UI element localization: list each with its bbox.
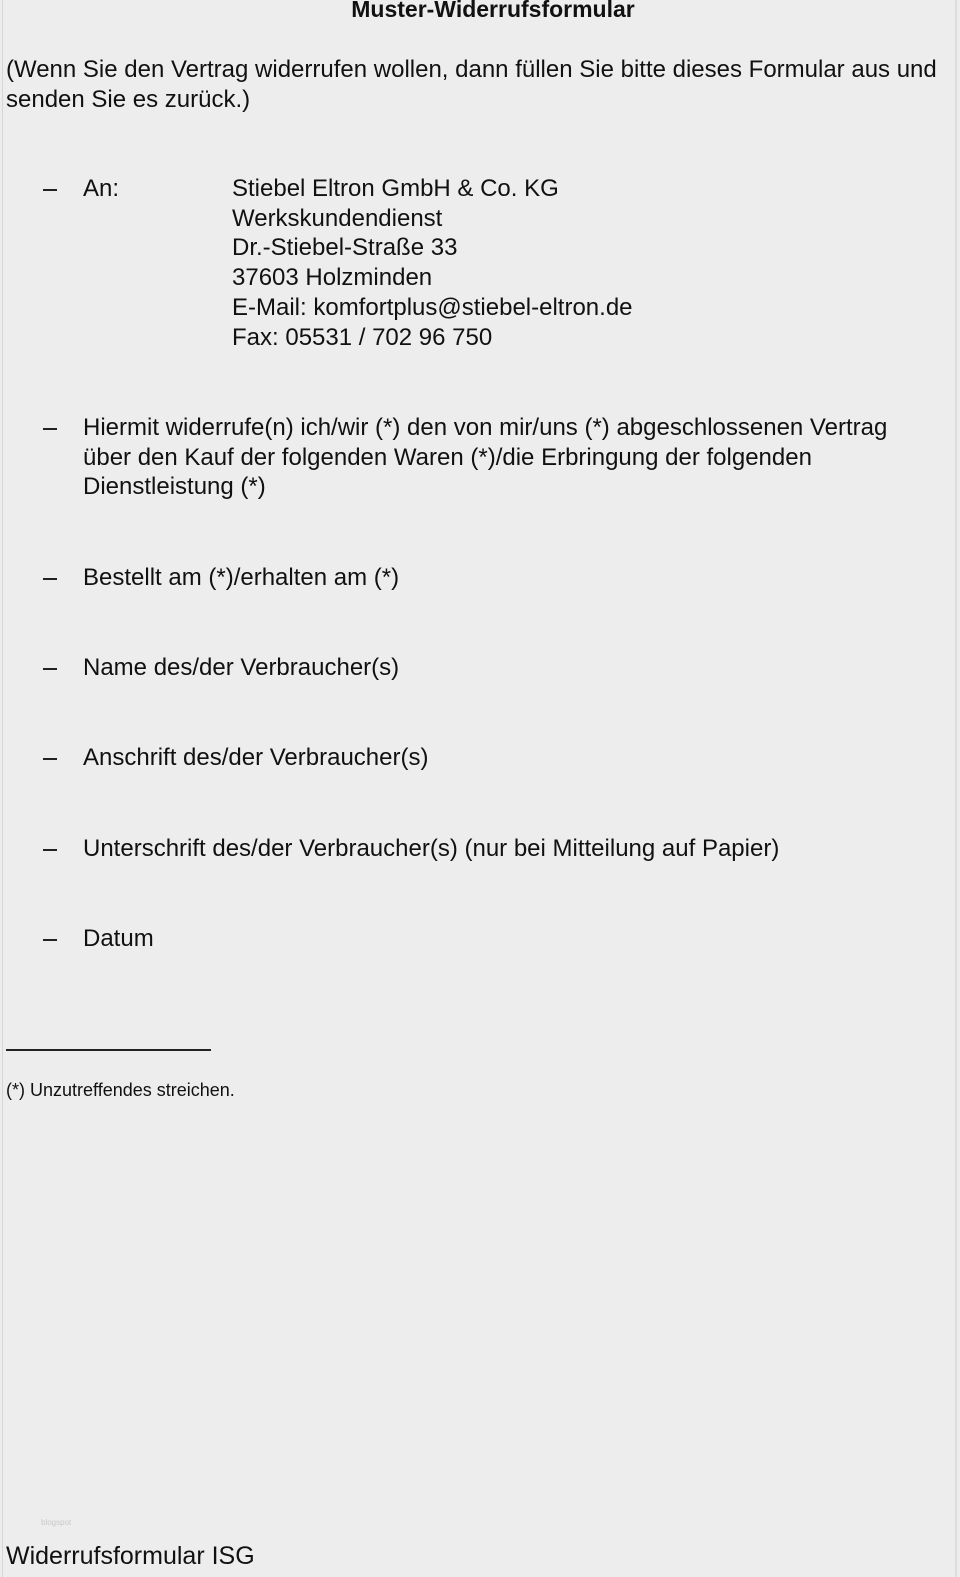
list-item-ordered-date: Bestellt am (*)/erhalten am (*) (83, 564, 400, 591)
address-email: E-Mail: komfortplus@stiebel-eltron.de (232, 293, 633, 321)
address-fax: Fax: 05531 / 702 96 750 (232, 323, 493, 351)
address-line: 37603 Holzminden (232, 264, 433, 292)
dash-bullet (43, 668, 57, 670)
dash-bullet (43, 428, 57, 430)
list-item-signature: Unterschrift des/der Verbraucher(s) (nur bei Mitteilung auf Papier) (83, 835, 780, 862)
item-line: Hiermit widerrufe(n) ich/wir (*) den von mir/uns (*) abgeschlossenen Vertrag (83, 414, 888, 441)
dash-bullet (43, 578, 57, 580)
address-line: Stiebel Eltron GmbH & Co. KG (232, 175, 559, 202)
list-item-declaration (83, 413, 887, 502)
footnote-divider (6, 1049, 211, 1051)
address-line: Werkskundendienst (232, 204, 443, 232)
item-line: über den Kauf der folgenden Waren (*)/die Erbringung der folgenden (83, 443, 812, 471)
document-title: Muster-Widerrufsformular (351, 0, 635, 22)
document-page (2, 0, 957, 1577)
list-item-consumer-address: Anschrift des/der Verbraucher(s) (83, 744, 429, 771)
list-item-consumer-name: Name des/der Verbraucher(s) (83, 654, 400, 681)
list-item-date: Datum (83, 925, 154, 952)
intro-text: (Wenn Sie den Vertrag widerrufen wollen, dann füllen Sie bitte dieses Formular aus und senden Sie es zurück.) (6, 56, 937, 113)
dash-bullet (43, 939, 57, 941)
item-line: Dienstleistung (*) (83, 473, 266, 500)
watermark: blogspot (41, 1518, 72, 1527)
dash-bullet (43, 189, 57, 191)
recipient-address (232, 174, 633, 352)
address-line: Dr.-Stiebel-Straße 33 (232, 234, 458, 262)
image-caption: Widerrufsformular ISG (6, 1542, 255, 1570)
dash-bullet (43, 849, 57, 851)
dash-bullet (43, 758, 57, 760)
recipient-label: An: (83, 175, 120, 202)
footnote: (*) Unzutreffendes streichen. (6, 1080, 235, 1100)
